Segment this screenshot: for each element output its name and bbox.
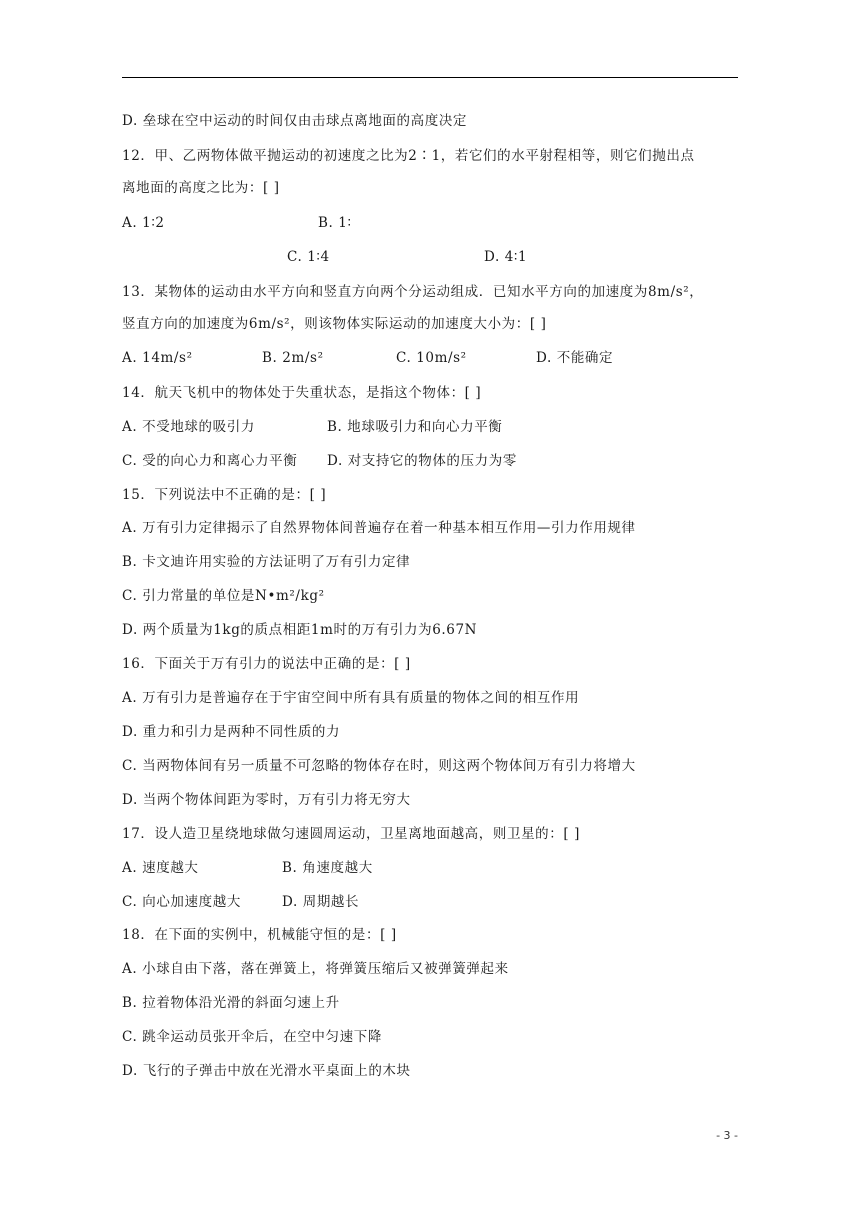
q18-option-c: C. 跳伞运动员张开伞后，在空中匀速下降 [122,1029,382,1045]
q17-option-c: C. 向心加速度越大 [122,894,241,910]
q13-stem-line1: 13．某物体的运动由水平方向和竖直方向两个分运动组成．已知水平方向的加速度为8m/s²， [122,284,704,300]
q14-option-d: D. 对支持它的物体的压力为零 [327,453,517,469]
q14-option-a: A. 不受地球的吸引力 [122,419,255,435]
q17-stem: 17．设人造卫星绕地球做匀速圆周运动，卫星离地面越高，则卫星的：[ ] [122,826,581,842]
q14-stem: 14．航天飞机中的物体处于失重状态，是指这个物体：[ ] [122,385,482,401]
q13-option-d: D. 不能确定 [536,350,614,366]
q16-option-a: A. 万有引力是普遍存在于宇宙空间中所有具有质量的物体之间的相互作用 [122,690,580,706]
q12-stem-line1: 12．甲、乙两物体做平抛运动的初速度之比为2∶1，若它们的水平射程相等，则它们抛出点 [122,148,695,164]
q15-option-b: B. 卡文迪许用实验的方法证明了万有引力定律 [122,554,411,570]
q18-option-d: D. 飞行的子弹击中放在光滑水平桌面上的木块 [122,1063,411,1079]
q14-option-b: B. 地球吸引力和向心力平衡 [327,419,503,435]
q12-option-b: B. 1∶ [318,215,352,231]
page-number: - 3 - [716,1129,738,1142]
q18-option-a: A. 小球自由下落，落在弹簧上，将弹簧压缩后又被弹簧弹起来 [122,961,509,977]
q15-option-c: C. 引力常量的单位是N•m²/kg² [122,588,325,604]
q15-option-d: D. 两个质量为1kg的质点相距1m时的万有引力为6.67N [122,622,478,638]
q12-option-a: A. 1∶2 [122,215,165,231]
header-rule [122,77,738,78]
q14-option-c: C. 受的向心力和离心力平衡 [122,453,298,469]
q16-stem: 16．下面关于万有引力的说法中正确的是：[ ] [122,656,411,672]
q17-option-b: B. 角速度越大 [282,860,373,876]
q12-stem-line2: 离地面的高度之比为：[ ] [122,180,280,196]
q17-option-a: A. 速度越大 [122,860,199,876]
q18-stem: 18．在下面的实例中，机械能守恒的是：[ ] [122,927,397,943]
q13-option-a: A. 14m/s² [122,350,193,366]
q16-option-d: D. 当两个物体间距为零时，万有引力将无穷大 [122,792,411,808]
q13-option-c: C. 10m/s² [396,350,467,366]
q15-option-a: A. 万有引力定律揭示了自然界物体间普遍存在着一种基本相互作用—引力作用规律 [122,520,636,536]
q18-option-b: B. 拉着物体沿光滑的斜面匀速上升 [122,995,340,1011]
q12-option-c: C. 1∶4 [287,249,330,265]
q13-stem-line2: 竖直方向的加速度为6m/s²，则该物体实际运动的加速度大小为：[ ] [122,316,547,332]
q12-option-d: D. 4∶1 [484,249,528,265]
q11-option-d: D. 垒球在空中运动的时间仅由击球点离地面的高度决定 [122,113,468,129]
q16-option-c: C. 当两物体间有另一质量不可忽略的物体存在时，则这两个物体间万有引力将增大 [122,758,636,774]
q17-option-d: D. 周期越长 [282,894,360,910]
q13-option-b: B. 2m/s² [262,350,324,366]
q16-option-b: D. 重力和引力是两种不同性质的力 [122,724,341,740]
q15-stem: 15．下列说法中不正确的是：[ ] [122,487,327,503]
